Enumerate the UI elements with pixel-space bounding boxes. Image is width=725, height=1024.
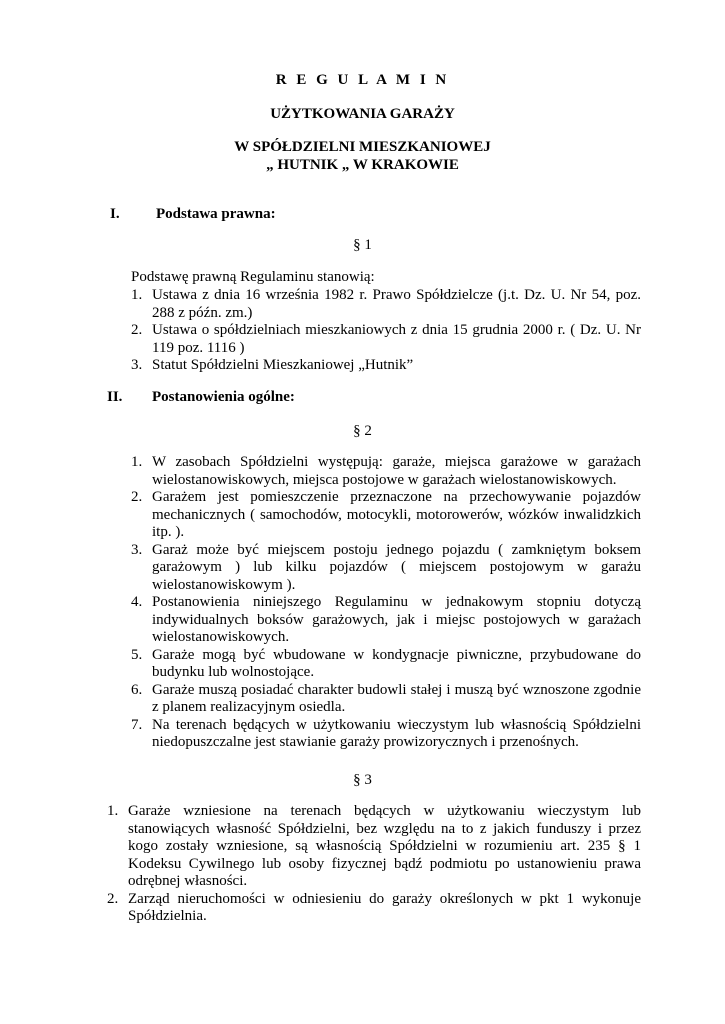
document-title: R E G U L A M I N: [275, 72, 450, 88]
section-1-number: I.: [110, 206, 120, 222]
document-subtitle-line3: W SPÓŁDZIELNI MIESZKANIOWEJ: [234, 139, 491, 155]
list-item: [107, 891, 641, 926]
list-item: [131, 357, 641, 375]
paragraph-3-list: [107, 803, 641, 926]
list-item: [131, 647, 641, 682]
legal-basis-list: [131, 287, 641, 375]
list-item-number: 2.: [131, 322, 143, 338]
list-item-text: Garaże muszą posiadać charakter budowli stałej i muszą być wznoszone zgodnie z planem realizacyjnym osiedla.: [152, 681, 641, 715]
section-2-number: II.: [107, 389, 123, 405]
section-2-title: Postanowienia ogólne:: [152, 389, 295, 405]
list-item: [107, 803, 641, 891]
list-item-number: 4.: [131, 594, 143, 610]
list-item: [131, 682, 641, 717]
list-item: [131, 489, 641, 542]
list-item-text: Ustawa z dnia 16 września 1982 r. Prawo Spółdzielcze (j.t. Dz. U. Nr 54, poz. 288 z późn. zm.): [152, 287, 641, 321]
list-item-text: Garaże mogą być wbudowane w kondygnacje piwniczne, przybudowane do budynku lub wolnostojące.: [152, 646, 641, 680]
list-item-number: 2.: [107, 890, 119, 907]
list-item-number: 5.: [131, 646, 143, 663]
list-item: [131, 322, 641, 357]
section-1-intro: Podstawę prawną Regulaminu stanowią:: [131, 269, 375, 285]
list-item-text: Zarząd nieruchomości w odniesieniu do garaży określonych w pkt 1 wykonuje Spółdzielnia.: [128, 890, 641, 924]
list-item: [131, 287, 641, 322]
list-item-text: Ustawa o spółdzielniach mieszkaniowych z dnia 15 grudnia 2000 r. ( Dz. U. Nr 119 poz. 1116 ): [152, 322, 641, 356]
document-subtitle-line4: „ HUTNIK „ W KRAKOWIE: [266, 157, 459, 173]
list-item-number: 1.: [131, 454, 143, 470]
list-item-number: 3.: [131, 357, 143, 373]
list-item-number: 3.: [131, 541, 143, 558]
list-item-text: Statut Spółdzielni Mieszkaniowej „Hutnik”: [152, 357, 414, 373]
list-item-text: Garażem jest pomieszczenie przeznaczone na przechowywanie pojazdów mechanicznych ( samochodów, motocykli, motorowerów, wózków inwalidzkich itp. ).: [152, 489, 641, 540]
list-item: [131, 594, 641, 647]
list-item-number: 7.: [131, 716, 143, 733]
list-item-number: 1.: [107, 803, 119, 819]
list-item-text: Postanowienia niniejszego Regulaminu w jednakowym stopniu dotyczą indywidualnych boksów garażowych, jak i miejsc postojowych w garażach wielostanowiskowych.: [152, 594, 641, 645]
list-item: [131, 717, 641, 752]
paragraph-3-symbol: § 3: [353, 772, 372, 788]
list-item-text: W zasobach Spółdzielni występują: garaże, miejsca garażowe w garażach wielostanowiskowych, miejsca postojowe w garażach wielostanowiskowych.: [152, 454, 641, 488]
list-item-text: Na terenach będących w użytkowaniu wieczystym lub własnością Spółdzielni niedopuszczalne jest stawianie garaży prowizorycznych i przenośnych.: [152, 716, 641, 750]
document-subtitle: UŻYTKOWANIA GARAŻY: [270, 106, 455, 122]
list-item-number: 6.: [131, 681, 143, 698]
paragraph-2-symbol: § 2: [353, 423, 372, 439]
section-1-title: Podstawa prawna:: [156, 206, 276, 222]
paragraph-1-symbol: § 1: [353, 237, 372, 253]
list-item: [131, 454, 641, 489]
list-item-number: 2.: [131, 489, 143, 505]
list-item-text: Garaże wzniesione na terenach będących w użytkowaniu wieczystym lub stanowiących własność Spółdzielni, bez względu na to z jakich funduszy i przez kogo zostały wzniesione, są własnością Spółdzielni w rozumieniu art. 235 § 1 Kodeksu Cywilnego lub osoby fizycznej bądź podmiotu po ustanowieniu prawa odrębnej własności.: [128, 803, 641, 889]
list-item-text: Garaż może być miejscem postoju jednego pojazdu ( zamkniętym boksem garażowym ) lub kilku pojazdów ( miejscem postojowym w garażu wielostanowiskowym ).: [152, 541, 641, 593]
list-item: [131, 542, 641, 595]
general-provisions-list: [131, 454, 641, 752]
list-item-number: 1.: [131, 287, 143, 303]
